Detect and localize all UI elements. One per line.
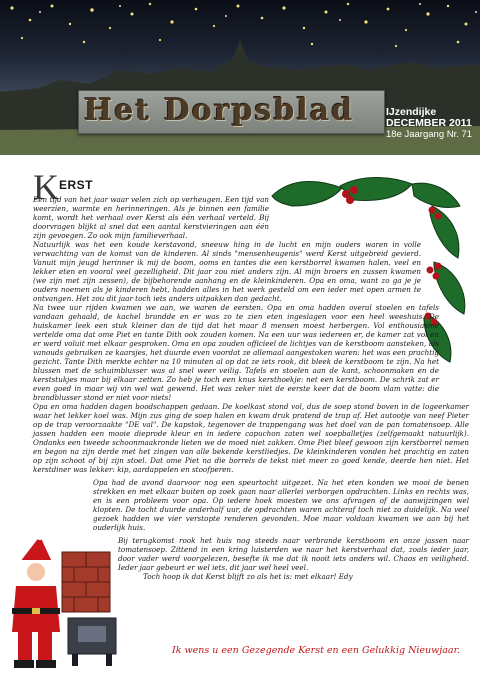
masthead (0, 0, 480, 155)
article-heading: ERST (59, 178, 94, 192)
drop-cap: K (33, 167, 59, 207)
paragraph: Opa had de avond daarvoor nog een speurtocht uitgezet. Na het eten konden we mooi de benen strekken en met elkaar buiten op zoek gaan naar allerlei verborgen opdrachten. Links en rechts was, en is een probleem voor opa. Op iedere hoek moesten we ons afvragen of de aanwijzingen wel klopten. De tocht duurde anderhalf uur, de opdrachten waren achteraf toch niet zo duidelijk. Na veel gezoek hadden we vier verstopte renderen gevonden. Moe maar voldaan kwamen we aan bij het ouderlijk huis. (93, 478, 469, 532)
paragraph: Een tijd van het jaar waar velen zich op verheugen. Een tijd van weerzien, warmte en herinneringen. Als je binnen een familie komt, wordt het verhaal over Kerst als één verhaal verteld. Bij doorvragen blijkt al snel dat een aantal kerstvieringen aan één zijn gevoegen. Zo ook mijn familieverhaal. (33, 195, 269, 240)
location: IJzendijke (386, 106, 437, 118)
volume-number: 18e Jaargang Nr. 71 (386, 129, 473, 140)
paragraph: Bij terugkomst rook het huis nog steeds naar verbrande kerstboom en onze jassen naar tomatensoep. Zittend in een kring luisterden we naar het kerstverhaal dat, zoals ieder jaar, door vader werd voorgelezen, besefte ik me dat ik nooit iets anders wil. Chaos en veiligheid. Ieder jaar gebeurt er wel iets, dit jaar wel heel veel. (118, 536, 469, 572)
issue-month: DECEMBER 2011 (386, 117, 472, 129)
paragraph: Na twee uur rijden kwamen we aan, we waren de eersten. Opa en oma hadden overal stoelen en tafels vandaan gehaald, de kachel brandde en er was zo te zien eten ingeslagen voor een heel weeshuis. De huiskamer leek een stuk kleiner dan de tijd dat het maar 8 mensen moest herbergen. Vol enthousiasme vertelde oma dat ome Piet en tante Dith ook zouden komen. Na een uur was iedereen er, de kamer zat vol en er werd voluit met elkaar gesproken. Oma en opa zouden officieel de lichtjes van de kerstboom aansteken, als vanouds gebruiken ze kaarsjes, het duurde even voordat ze allemaal aangestoken waren: het was een prachtig gezicht. Tante Dith merkte echter na 10 minuten al op dat ze iets rook, dit bleek de kerstboom te zijn. Na het blussen met de schuimblusser was al snel weer veilig. Tafels en stoelen aan de kant, schoonmaken en de kerststukjes maar bij elkaar zetten. Zo heb je toch een knus kersthoekje: net een kerstboom. De schrik zat er even goed in maar wij vin wel wat gewend. Het was zeker niet de eerste keer dat de boom vlam vatte: die brandblusser stond er niet voor niets! (33, 303, 439, 402)
article-body (33, 167, 469, 581)
paragraph: Toch hoop ik dat Kerst blijft zo als het is: met elkaar! Edy (143, 572, 353, 581)
paragraph: Opa en oma hadden dagen boodschappen gedaan. De koelkast stond vol, dus de soep stond boven in de logeerkamer waar het lekker koel was. Mijn zus ging de soep halen en kwam druk pratend de trap af. Het autootje van neef Pieter op de trap veroorzaakte "DE val". De kapstok, tegenover de trappengang was het doel van de pan tomatensoep. Alle jassen hadden een mooie dieprode kleur en in iedere capuchon zaten wel soepballetjes (zelfgemaakt natuurlijk). Ondanks een tweede schoonmaakronde lieten we de moed niet zakken. Ome Piet bleef gewoon zijn kerstborrel nemen en begon na zijn derde met het zingen van alle bekende kerstliedjes. De kleinkinderen vonden het prachtig en zaten op zijn schoot of bij zijn stoel. Dat ome Piet na die borrels de tekst niet meer zo goed kende, deerde hen niet. Het kerstdiner was lekker: kip, aardappelen en stoofperen. (33, 402, 469, 474)
newsletter-title: Het Dorpsblad (84, 93, 355, 128)
edition-info (386, 107, 472, 140)
paragraph: Natuurlijk was het een koude kerstavond, sneeuw hing in de lucht en mijn ouders waren in volle verwachting van de komst van de kinderen. Al sinds "mensenheugenis" werd Kerst uitgebreid gevierd. Vanuit mijn jeugd herinner ik mij de boom, ooms en tantes die een kerstborrel kwamen halen, veel en lekker eten en vooral veel gezelligheid. Dit jaar zou niet anders zijn. Al mijn broers en zussen kwamen (we zijn met zijn zessen), de bijbehorende aanhang en de kleinkinderen. Opa en oma, want zo ga je je ouders noemen als je kinderen hebt, hadden alles in het werk gesteld om een ieder met open armen te ontvangen. Het zou dit jaar toch iets anders uitpakken dan gedacht. (33, 240, 421, 303)
santa-illustration-icon (4, 522, 124, 672)
closing-greeting: Ik wens u een Gezegende Kerst en een Gelukkig Nieuwjaar. (172, 645, 461, 656)
